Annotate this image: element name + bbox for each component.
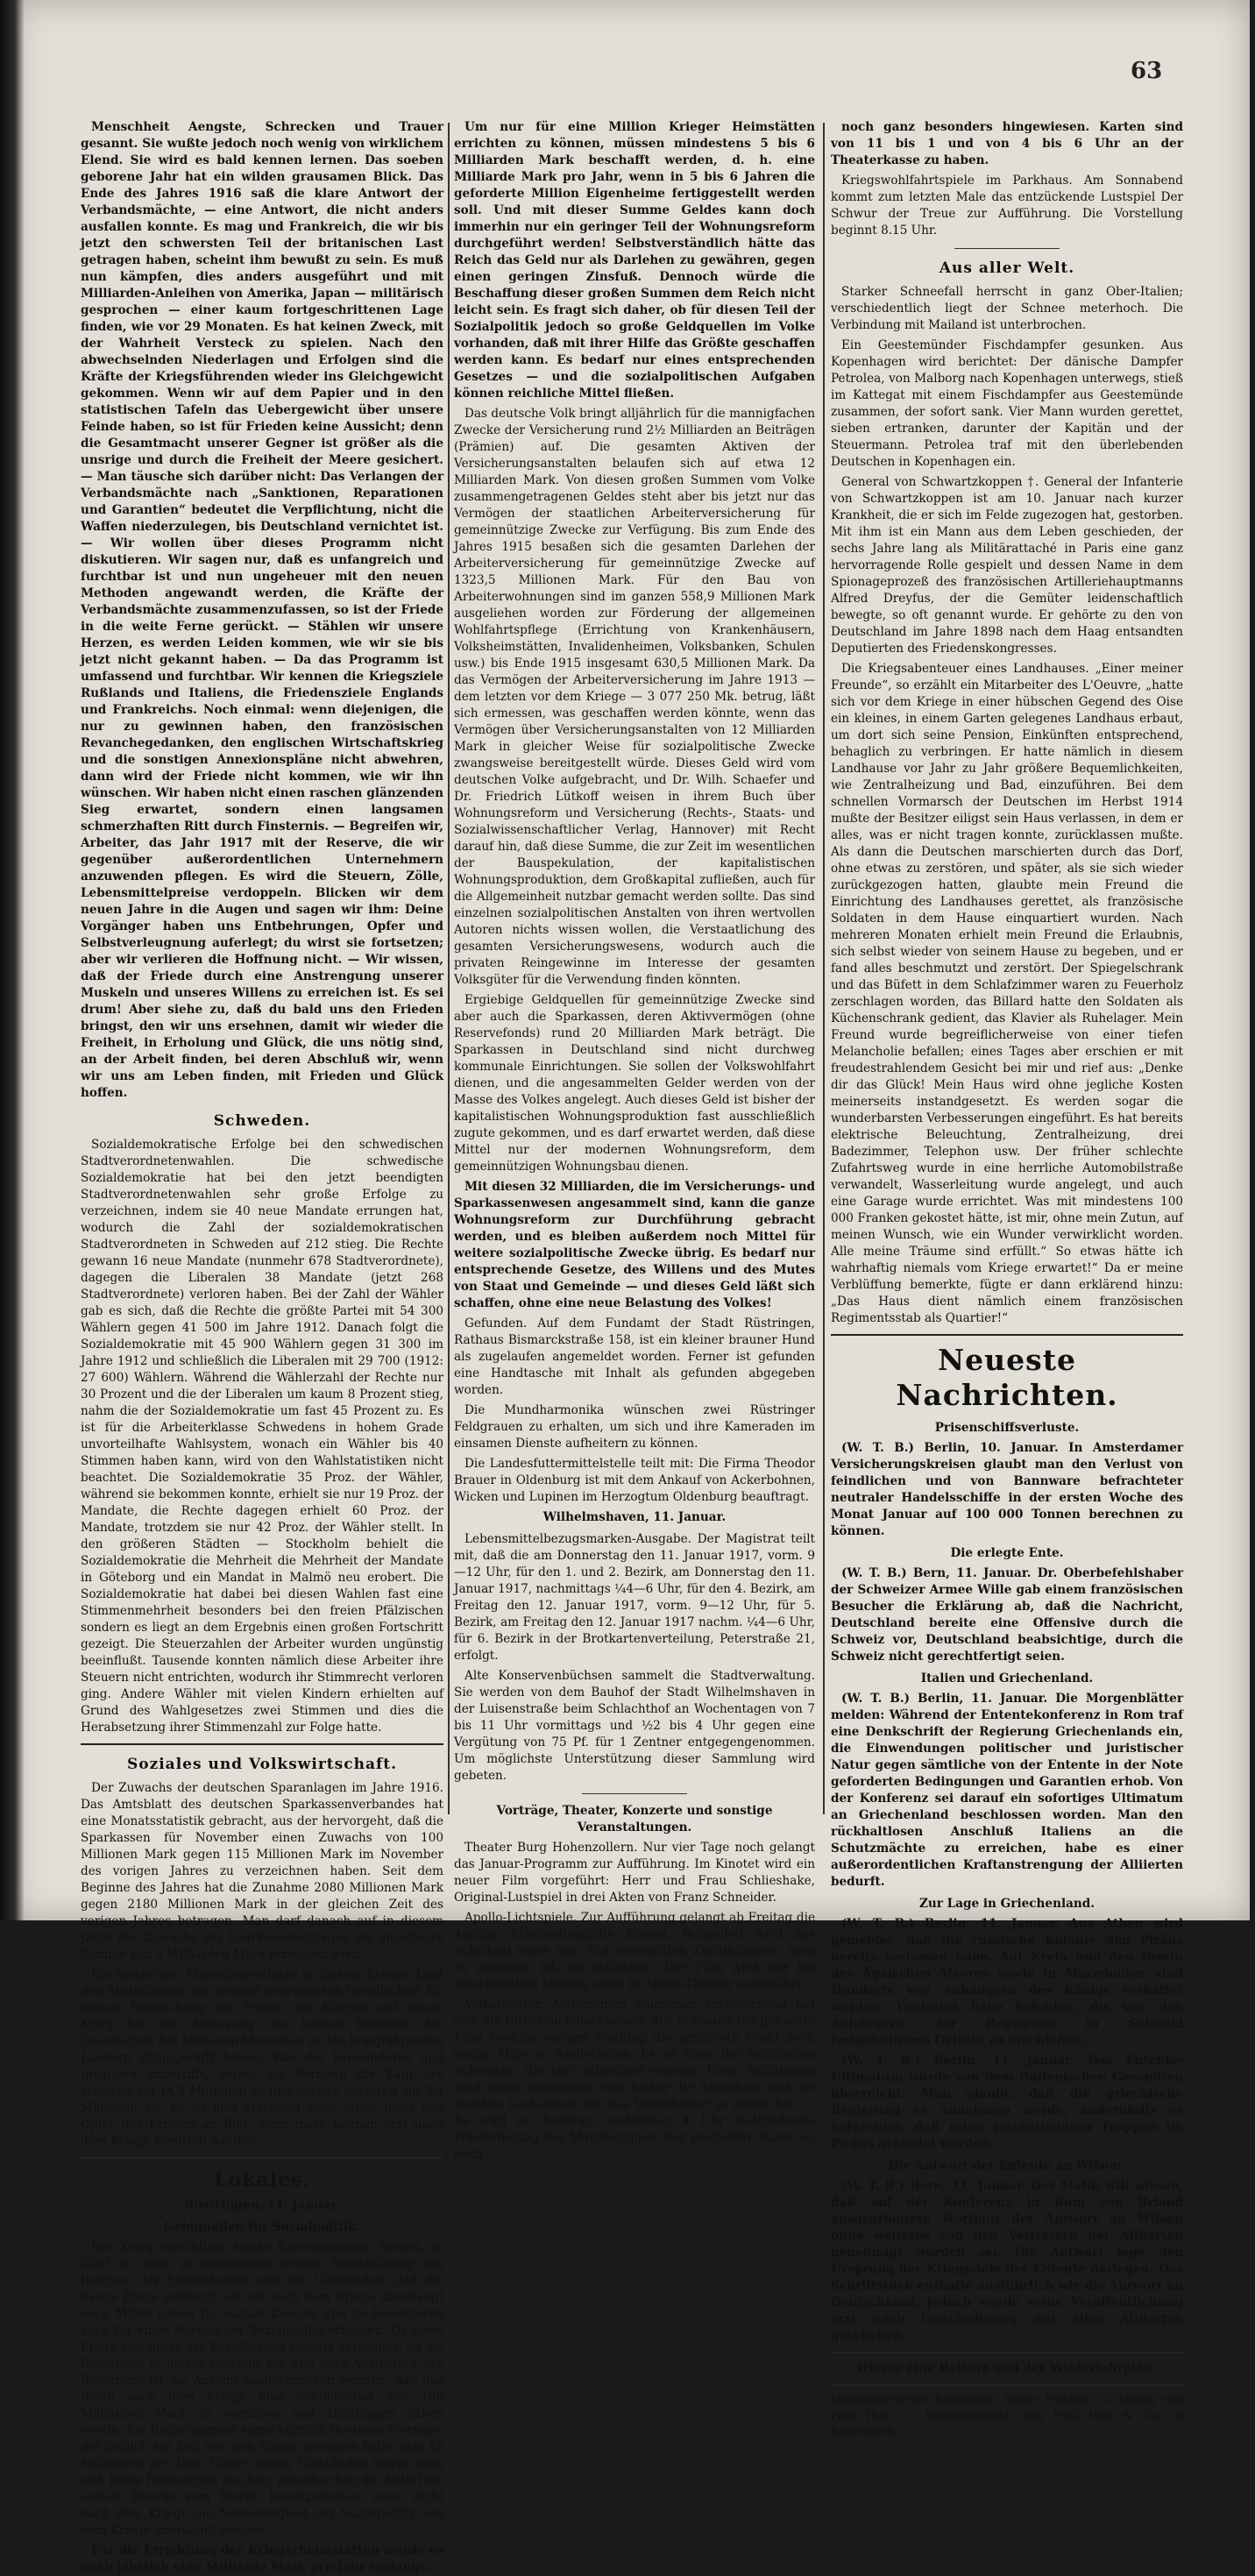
binding-shadow xyxy=(0,0,25,1920)
article-text: Sozialdemokratische Erfolge bei den schwedischen Stadtverordnetenwahlen. Die schwedische Sozialdemokratie hat bei den jetzt beendigten Stadtverordnetenwahlen sehr große Erfolge zu verzeichnen, indem sie 40 neue Mandate errungen hat, wodurch die Zahl der sozialdemokratischen Stadtverordneten in Schweden auf 212 stieg. Die Rechte gewann 16 neue Mandate (nunmehr 678 Stadtverordnete), dagegen die Liberalen 38 Mandate (jetzt 268 Stadtverordnete) verloren haben. Bei der Zahl der Wähler gab es sich, daß die Rechte die größte Partei mit 54 300 Wählern gegen 41 500 im Jahre 1912. Danach folgt die Sozialdemokratie mit 45 900 Wählern gegen 31 300 im Jahre 1912 und schließlich die Liberalen mit 29 700 (1912: 27 600) Wählern. Während die Wählerzahl der Rechte nur 30 Prozent und die der Liberalen um kaum 8 Prozent stieg, nahm die der Sozialdemokratie um fast 45 Prozent zu. Es ist für die Arbeiterklasse Schwedens in hohem Grade unvorteilhafte Wahlsystem, wonach ein Wähler bis 40 Stimmen haben kann, wird von den Wahlstatistiken nicht beachtet. Die Sozialdemokratie 35 Proz. der Wähler, während sie bekommen konnte, erhielt sie nur 19 Proz. der Mandate, die Rechte dagegen erhielt 60 Proz. der Mandate, trotzdem sie nur 42 Proz. der Wähler stellt. In den größeren Städten — Stockholm behielt die Sozialdemokratie die Mehrheit die Mehrheit der Mandate in Göteborg und ein Mandat in Malmö neu erobert. Die Sozialdemokratie hat dabei bei diesen Wahlen fast eine Stimmenmehrheit besonders bei den freien Pfälzischen sondern es liegt an dem Ergebnis einen großen Fortschritt gezeigt. Die Steuerzahlen der Arbeiter wurden ungünstig beeinflußt. Tausende konnten nämlich diese Arbeiter ihre Steuern nicht entrichten, wodurch ihr Stimmrecht verloren ging. Andere Wähler mit vielen Kindern erhielten auf Grund des Wahlgesetzes zwei Stimmen und dies die Herabsetzung ihrer Stimmenzahl zur Folge hatte. xyxy=(81,1138,443,1735)
article-text: (W. T. B.) Berlin, 10. Januar. In Amsterdamer Versicherungskreisen glaubt man den Verlust von feindlichen und von Bannware befrachteter neutraler Handelsschiffe in der ersten Woche des Monat Januar auf 100 000 Tonnen berechnen zu können. xyxy=(831,1441,1183,1538)
subheading: Geldquellen für Sozialpolitik. xyxy=(163,2220,361,2234)
article-text: Die Landesfuttermittelstelle teilt mit: Die Firma Theodor Brauer in Oldenburg ist mit dem Ankauf von Ackerbohnen, Wicken und Lupinen im Herzogtum Oldenburg beauftragt. xyxy=(454,1457,815,1504)
article-text: Apollo-Lichtspiele. Zur Aufführung gelangt ab Freitag die 4aktige Kriminaltragödie Kismet. Behandelt wird das Schicksal eines zum Tod verurteilten Zuchthäuslers, dem es gelungen ist, zu entfliehen. Der Film wird nur bis einschließlich Montag allein in Apollo-Theater aufgeführt. xyxy=(454,1911,815,1991)
article-text: Mit diesen 32 Milliarden, die im Versicherungs- und Sparkassenwesen angesammelt sind, kann die ganze Wohnungsreform zur Durchführung gebracht werden, und es bleiben außerdem noch Mittel für weitere sozialpolitische Zwecke übrig. Es bedarf nur entsprechende Gesetze, des Willens und des Mutes von Staat und Gemeinde — und dieses Geld läßt sich schaffen, ohne eine neue Belastung des Volkes! xyxy=(454,1180,815,1310)
subheading: Vorträge, Theater, Konzerte und sonstige Veranstaltungen. xyxy=(496,1804,773,1834)
article-text: Die Kriegsabenteuer eines Landhauses. „Einer meiner Freunde“, so erzählt ein Mitarbeiter des L'Oeuvre, „hatte sich vor dem Kriege in einer hübschen Gegend des Oise ein kleines, in einem Garten gelegenes Landhaus erbaut, um dort sich seine Pension, Einkünften entsprechend, behaglich zu verbringen. Er hatte nämlich in diesem Landhause vor Jahr zu Jahr größere Bequemlichkeiten, wie Zentralheizung und Bad, einzuführen. Bei dem schnellen Vormarsch der Deutschen im Herbst 1914 mußte der Besitzer eiligst sein Haus verlassen, in dem er alles, was er nicht tragen konnte, zurücklassen mußte. Als dann die Deutschen marschierten durch das Dorf, ohne etwas zu zerstören, und später, als sie sich wieder zurückgezogen hatten, glaubte mein Freund die Einrichtung des Landhauses gerettet, als französische Soldaten in dem Hause einquartiert wurden. Nach mehreren Monaten erhielt mein Freund die Erlaubnis, sich selbst wieder von seinem Hause zu begeben, und er fand alles beschmutzt und zerstört. Der Spiegelschrank und das Büfett in dem Schlafzimmer waren zu Feuerholz zerschlagen worden, das Billard hatte den Soldaten als Küchenschrank gedient, das Klavier als Ruhelager. Mein Freund wurde begreiflicherweise von einer tiefen Melancholie befallen; eines Tages aber erschien er mit freudestrahlendem Gesicht bei mir und rief aus: „Denke dir das Glück! Mein Haus wird ohne jegliche Kosten meinerseits instandgesetzt. Es werden sogar die wunderbarsten Verbesserungen eingeführt. Es hat bereits elektrische Beleuchtung, Zentralheizung, drei Badezimmer, Telephon usw. Der früher schlechte Zufahrtsweg wurde in eine herrliche Automobilstraße verwandelt, Wasserleitung wurde angelegt, und auch eine Garage wurde errichtet. Was mit mindestens 100 000 Franken gekostet hätte, ist mir, ohne mein Zutun, auf meinen Wunsch, wie ein Wunder verwirklicht worden. Alle meine Träume sind erfüllt.“ So etwas hätte ich wahrhaftig niemals vom Kriege erwartet!“ Da er meine Verblüffung bemerkte, fügte er dann erklärend hinzu: „Das Haus dient nämlich einem französischen Regimentsstab als Quartier!“ xyxy=(831,662,1183,1325)
article-text: (W. T. B.) Bern, 11. Januar. Dr. Oberbefehlshaber der Schweizer Armee Wille gab einem französischen Besucher die Erklärung ab, daß die Nachricht, Deutschland bereite eine Offensive durch die Schweiz vor, Deutschland beabsichtige, durch die Schweiz nicht gerechtfertigt seien. xyxy=(831,1566,1183,1664)
column-3 xyxy=(831,119,1183,2438)
divider xyxy=(81,1743,443,1745)
article-text: General von Schwartzkoppen †. General der Infanterie von Schwartzkoppen ist am 10. Januar nach kurzer Krankheit, die er sich im Felde zugezogen hat, gestorben. Mit ihm ist ein Mann aus dem Leben geschieden, der sechs Jahre lang als Militärattaché in Paris eine ganz hervorragende Rolle gespielt und dessen Name in dem Spionageprozeß des französischen Artilleriehauptmanns Alfred Dreyfus, der die Gemüter leidenschaftlich bewegte, so oft genannt wurde. Er gehörte zu den von Deutschland im Jahre 1898 nach dem Haag entsandten Deputierten des Friedenskongresses. xyxy=(831,475,1183,656)
article-text: Ergiebige Geldquellen für gemeinnützige Zwecke sind aber auch die Sparkassen, deren Aktivvermögen (ohne Reservefonds) rund 20 Milliarden Mark beträgt. Die Sparkassen in Deutschland sind nicht durchweg kommunale Einrichtungen. Sie sollen der Volkswohlfahrt dienen, und die angesammelten Gelder werden von der Masse des Volkes angelegt. Auch dieses Geld ist bisher der kapitalistischen Wohnungsproduktion fast ausschließlich zugute gekommen, und es darf erwartet werden, daß diese Mittel nur der modernen Wohnungsreform, dem gemeinnützigen Wohnungsbau dienen. xyxy=(454,993,815,1174)
article-text: Ein Geestemünder Fischdampfer gesunken. Aus Kopenhagen wird berichtet: Der dänische Dampfer Petrolea, von Malborg nach Kopenhagen unterwegs, stieß im Kattegat mit einem Fischdampfer aus Geestemünde zusammen, der sofort sank. Vier Mann wurden gerettet, sieben ertranken, darunter der Kapitän und der Steuermann. Petrolea traf mit den überlebenden Deutschen in Kopenhagen ein. xyxy=(831,338,1183,469)
section-heading-schweden: Schweden. xyxy=(213,1112,311,1130)
dateline: Wilhelmshaven, 11. Januar. xyxy=(542,1510,727,1524)
article-text: Für die Errichtung der Kriegerheimstätten würde es auch jährlich eine Milliarde Mark pro Jahr verlangt. xyxy=(81,2544,443,2574)
dateline: Rüstringen, 11. Januar. xyxy=(184,2198,340,2212)
article-text: Gefunden. Auf dem Fundamt der Stadt Rüstringen, Rathaus Bismarckstraße 158, ist ein kleiner brauner Hund als zugelaufen angemeldet worden. Ferner ist gefunden eine Handtasche mit Inhalt als gefunden abgegeben worden. xyxy=(454,1316,815,1397)
article-text: Um nur für eine Million Krieger Heimstätten errichten zu können, müssen mindestens 5 bis 6 Milliarden Mark beschafft werden, d. h. eine Milliarde Mark pro Jahr, wenn in 5 bis 6 Jahren die geforderte Million Eigenheime fertiggestellt werden soll. Und mit dieser Summe Geldes kann doch immerhin nur ein geringer Teil der Wohnungsreform durchgeführt werden! Selbstverständlich hätte das Reich das Geld nur als Darlehen zu gewähren, gegen einen geringen Zinsfuß. Dennoch würde die Beschaffung dieser großen Summen dem Reich nicht leicht sein. Es fragt sich daher, ob für diesen Teil der Sozialpolitik jedoch so große Geldquellen im Volke vorhanden, daß mit ihrer Hilfe das Größte geschaffen werden kann. Es bedarf nur eines entsprechenden Gesetzes — und die sozialpolitischen Aufgaben können reichliche Mittel fließen. xyxy=(454,120,815,401)
page-number: 63 xyxy=(1131,58,1163,84)
article-text: (W. T. B.) Berlin, 11. Januar. Aus Athen wird gemeldet, daß die russische Kolonie den Piräus bereits verlassen habe. Auf Kreta und den Inseln des Ägäischen Meeres sowie in Mazedonien sind Hunderte von Anhängern des Königs verhaftet worden. Venizelos habe befohlen, die von den Anhängern der Regierung in Saloniki festgehaltenen Geiseln zu erschießen. xyxy=(831,1917,1183,2047)
divider xyxy=(831,1334,1183,1336)
subheading: Die Antwort der Entente an Wilson. xyxy=(888,2159,1126,2173)
divider xyxy=(954,248,1060,249)
article-text: Volkstheater. Allgemeinen Wünschen entsprechend hat sich die Direktion entschlossen, den Schwank Die geborgte Frau (welche vorigen Sonntag die gemietete Frau) noch einige Male zu wiederholen. Es ist einer der leichtesten Schwänke, die hier aufgeführt wurden. Diese Aufführung wird sogar wiederholt, was bisher die Aufnahme und die meisten Lachsalven, die das Volkstheater je erlebt hat. — Es wird an Sonntag nachmittag 4 Uhr stattfindende Wiederholung des Märchenspiels Der gestiefelte Kater sei noch xyxy=(454,1998,815,2161)
section-heading-aus-aller-welt: Aus aller Welt. xyxy=(939,259,1075,277)
article-text: Theater Burg Hohenzollern. Nur vier Tage noch gelangt das Januar-Programm zur Aufführung. Im Kinotet wird ein neuer Film vorgeführt: Herr und Frau Schlieshake, Original-Lustspiel in drei Akten von Franz Schneider. xyxy=(454,1841,815,1905)
column-2 xyxy=(454,119,815,2161)
subheading: Die erlegte Ente. xyxy=(950,1546,1064,1560)
article-text: Starker Schneefall herrscht in ganz Ober-Italien; verschiedentlich liegt der Schnee meterhoch. Die Verbindung mit Mailand ist unterbrochen. xyxy=(831,285,1183,332)
article-text: Der Krieg verschlingt solche Riesensummen, Geldes, er führt zu einer so ungeheuren großen Verschuldung des Reiches, der Einzelstaaten und der Gemeinden, daß die bange Frage aufsteigt, ob wir nach dem Kriege überhaupt noch Mittel haben für soziale Zwecke und im besonderen auch für einen Ausbau der Sozialpolitik erlauben. Da diese Frage sich unter der Bevölkerung ständig verbreitet, ob die Regierung in dieser Hinsicht vor und nach Vertretern der Regierung ist die Ansicht ausgesprochen worden, daß das Reich nach dem Kriege eine Schuldenlast von 100 Milliarden Mark zu verzinsen und abzutragen haben werde. Ein Regierungsrat sagte kürzlich in einem Vortrage, der freilich zur Zeit vor dem Kriege betragen habe, also 12 Milliarden pro Jahr. Unter diesen Umständen werde man sich keine Hoffnungen machen, jedoch schon die Mittel für soziale Zwecke vom Reiche bereitzustellen, wenn nicht nach dem Kriege die Notwendigkeit der Sozialpolitik von dem Kriege anerkannt werden. xyxy=(81,2240,443,2537)
divider xyxy=(831,2384,1183,2386)
article-text: Das deutsche Volk bringt alljährlich für die mannigfachen Zwecke der Versicherung rund 2½ Milliarden an Beiträgen (Prämien) auf. Die gesamten Aktiven der Versicherungsanstalten belaufen sich auf etwa 12 Milliarden Mark. Von diesen großen Summen vom Volke zusammengetragenen Geldes steht aber bis jetzt nur das Vermögen der staatlichen Arbeiterversicherung für gemeinnützige Zwecke zur Verfügung. Bis zum Ende des Jahres 1915 besaßen sich die gesamten Darlehen der Arbeiterversicherung für gemeinnützige Zwecke auf 1323,5 Millionen Mark. Für den Bau von Arbeiterwohnungen sind im ganzen 558,9 Millionen Mark ausgeliehen worden zur Förderung der allgemeinen Wohlfahrtspflege (Errichtung von Krankenhäusern, Volksheimstätten, Invalidenheimen, Volksbanken, Schulen usw.) bis Ende 1915 insgesamt 630,5 Millionen Mark. Da das Vermögen der Arbeiterversicherung im Jahre 1913 — dem letzten vor dem Kriege — 3 077 250 Mk. betrug, läßt sich ermessen, was geschaffen werden könnte, wenn das Vermögen über Versicherungsanstalten von 12 Milliarden Mark in gleicher Weise für sozialpolitische Zwecke zwangsweise bereitgestellt würde. Dieses Geld wird vom deutschen Volke aufgebracht, und Dr. Wilh. Schaefer und Dr. Friedrich Lütkoff weisen in ihrem Buch über Wohnungsreform und Versicherung (Rechts-, Staats- und Sozialwissenschaftlicher Verlag, Hannover) mit Recht darauf hin, daß diese Summe, die zur Zeit im wesentlichen der Bauspekulation, der kapitalistischen Wohnungsproduktion, dem Großkapital zufließen, auch für die Allgemeinheit nutzbar gemacht werden sollte. Das sind einzelnen sozialpolitischen Anstalten von ihren wertvollen Autoren nichts wissen wollen, die Verstaatlichung des gesamten Versicherungswesens, wodurch auch die privaten Reingewinne im Interesse der gesamten Volksgüter für die Verwendung finden könnten. xyxy=(454,407,815,987)
article-text: noch ganz besonders hingewiesen. Karten sind von 11 bis 1 und von 4 bis 6 Uhr an der Theaterkasse zu haben. xyxy=(831,120,1183,167)
column-1 xyxy=(81,119,443,2574)
article-text: Der Zuwachs der deutschen Sparanlagen im Jahre 1916. Das Amtsblatt des deutschen Sparkassenverbandes hat eine Monatsstatistik gebracht, aus der hervorgeht, daß die Sparkassen für November einen Zuwachs von 100 Millionen Mark gegen 115 Millionen Mark im November des vorigen Jahres zu verzeichnen haben. Seit dem Beginne des Jahres hat die Zunahme 2080 Millionen Mark gegen 2180 Millionen Mark in der gleichen Zeit des vorigen Jahres betragen. Man darf danach auf in diesem Jahre der Zuwachs der Sparkasseneinlagen die ungeheure Summe von 3 Milliarden Mark erreichen wird. xyxy=(81,1781,443,1962)
article-text: (W. T. B.) Bern, 11. Januar. Der Matin will wissen, daß auf der Konferenz in Rom von Briand ausgearbeitete Wortlaut der Antwort an Wilson ohne weiteres von den Vertretern der Alliierten genehmigt worden sei. Die Antwort lege den Ursprung der Kriegsziele der Entente darlegen. Das Schriftstück enthalte ausführlich wie die Antwort an Deutschland, jedoch werde seine Veröffentlichung erst nach Verständigung mit allen Alliierten geschehen. xyxy=(831,2179,1183,2343)
section-heading-soziales: Soziales und Volkswirtschaft. xyxy=(126,1756,398,1773)
divider xyxy=(81,2157,443,2159)
column-divider-2 xyxy=(823,123,825,1814)
subheading: Italien und Griechenland. xyxy=(920,1671,1094,1685)
divider xyxy=(831,2352,1183,2353)
column-divider-1 xyxy=(448,123,450,1814)
article-text: Alte Konservenbüchsen sammelt die Stadtverwaltung. Sie werden von dem Bauhof der Stadt Wilhelmshaven in der Luisenstraße beim Schlachthof an Wochentagen von 7 bis 11 Uhr vormittags und ½2 bis 4 Uhr gegen eine Vergütung von 75 Pf. für 1 Zentner entgegengenommen. Um möglichste Unterstützung dieser Sammlung wird gebeten. xyxy=(454,1669,815,1783)
article-text: (W. T. B.) Berlin, 11. Januar. Die Morgenblätter melden: Während der Ententekonferenz in Rom traf eine Denkschrift der Regierung Griechenlands ein, die Einwendungen politischer und juristischer Natur gegen sämtliche von der Entente in der Note geforderten Bedingungen und Garantien erhob. Von der Konferenz sei darauf ein sofortiges Ultimatum an Griechenland beschlossen worden. Man den rückhaltlosen Anschluß Italiens an die Schutzmächte zu erreichen, habe es einer außerordentlichen Kraftanstrengung der Alliierten bedurft. xyxy=(831,1692,1183,1889)
article-text: Menschheit Aengste, Schrecken und Trauer gesannt. Sie wußte jedoch noch wenig von wirklichem Elend. Sie wird es bald kennen lernen. Das soeben geborene Jahr hat ein wilden grausamen Blick. Das Ende des Jahres 1916 saß die klare Antwort der Verbandsmächte, — eine Antwort, die nicht anders ausfallen konnte. Es mag und Frankreich, die wir bis jetzt den schwersten Teil der britanischen Last getragen haben, scheint ihm bewußt zu sein. Es muß nun kämpfen, dies anders ausgeführt und mit Milliarden-Anleihen von Amerika, Japan — militärisch gesprochen — einer kaum fortgeschrittenen Lage finden, wie vor 29 Monaten. Es hat keinen Zweck, mit der Wahrheit Versteck zu spielen. Nach den abwechselnden Niederlagen und Erfolgen sind die Kräfte der Kriegsführenden wieder ins Gleichgewicht gekommen. Wenn wir auf dem Papier und in den statistischen Tafeln das Uebergewicht über unsere Feinde haben, so ist für Frieden keine Aussicht; denn die Gesamtmacht unserer Gegner ist größer als die unsrige und durch die Freiheit der Meere gesichert. — Man täusche sich darüber nicht: Das Verlangen der Verbandsmächte nach „Sanktionen, Reparationen und Garantien“ bedeutet die Verpflichtung, nicht die Waffen niederzulegen, bis Deutschland vernichtet ist. — Wir wollen über dieses Programm nicht diskutieren. Wir sagen nur, daß es unfangreich und furchtbar ist und nun ungeheuer mit den neuen Methoden angewandt werden, die Kräfte der Verbandsmächte zusammenzufassen, so ist der Friede in die weite Ferne gerückt. — Stählen wir unsere Herzen, es werden Leiden kommen, wie wir sie bis jetzt nicht gekannt haben. — Da das Programm ist umfassend und furchtbar. Wir kennen die Kriegsziele Rußlands und Italiens, die Friedensziele Englands und Frankreichs. Noch einmal: wenn diejenigen, die nur zu gewinnen haben, den französischen Revanchegedanken, den englischen Wirtschaftskrieg und die sonstigen Annexionspläne nicht abwehren, dann wird der Friede nicht kommen, wie wir ihn wünschen. Wir haben nicht einen raschen glänzenden Sieg erwartet, sondern einen langsamen schmerzhaften Ritt durch Finsternis. — Begreifen wir, Arbeiter, das Jahr 1917 mit der Reserve, die wir gegenüber außerordentlichen Unternehmern anzuwenden pflegen. Es wird die Steuern, Zölle, Lebensmittelpreise verdoppeln. Blicken wir dem neuen Jahre in die Augen und sagen wir ihm: Deine Vorgänger haben uns Entbehrungen, Opfer und Selbstverleugnung auferlegt; du wirst sie fortsetzen; aber wir verlieren die Hoffnung nicht. — Wir wissen, daß der Friede durch eine Anstrengung unserer Muskeln und unseres Willens zu erreichen ist. Es sei drum! Aber siehe zu, daß du bald uns den Frieden bringst, den wir uns ersehnen, damit wir wieder die Freiheit, in Erholung und Glück, die uns nötig sind, an der Arbeit finden, bei deren Abschluß wir, wenn wir uns am Leben finden, mit Frieden und Glück hoffen. xyxy=(81,120,443,1100)
supplement-notice: Hierzu eine Beilage und der Winterfahrplan. xyxy=(857,2361,1157,2375)
subheading: Zur Lage in Griechenland. xyxy=(918,1897,1095,1911)
subheading: Prisenschiffsverluste. xyxy=(934,1421,1080,1435)
divider xyxy=(582,1793,687,1794)
article-text: (W. T. B.) Berlin, 11. Januar. Das Entente-Ultimatum wurde von dem italienischen Gesandten überreicht. Man glaubt, daß die griechische Regierung es annehmen werde, andernfalls es befürchtet, daß reine revolutionären Truppen im Piräus gelandet werden. xyxy=(831,2054,1183,2151)
article-text: Die Mundharmonika wünschen zwei Rüstringer Feldgrauen zu erhalten, um sich und ihre Kameraden im einsamen Dienste aufheitern zu können. xyxy=(454,1403,815,1451)
article-text: Kriegswohlfahrtspiele im Parkhaus. Am Sonnabend kommt zum letzten Male das entzückende Lustspiel Der Schwur der Treue zur Aufführung. Die Vorstellung beginnt 8.15 Uhr. xyxy=(831,174,1183,238)
section-heading-neueste-nachrichten: Neueste Nachrichten. xyxy=(896,1343,1118,1412)
article-text: Die bisherigen Menschenverluste in diesem Kriege. Laut den Mitteilungen der neutral gegründeten Gesellschaft für soziale Erforschung der Folgen des Krieges soll dieser Krieg bis zur Ablassung des letzten Bulletins der Gesellschaft 4,6 Millionen Menschen in den kriegführenden Ländern dahingerafft haben. Was die Verwundeten und Invaliden anbetrifft, geben die Berichte die Zahl der ersteren auf 14,2 Millionen an und die der letzteren auf 3,4 Millionen an. Es ist also erschöpft noch lange nicht alle Opfer des Krieges an Blut, denn diese können erst nach dem Kriege ermittelt werden. xyxy=(81,1968,443,2148)
imprint: Verantwortlicher Redakteur: Oskar Hünlich. — Verlag von Paul Hug. — Rotationsdruck von Paul Hug & Co. in Rüstringen. xyxy=(831,2394,1183,2438)
article-text: Lebensmittelbezugsmarken-Ausgabe. Der Magistrat teilt mit, daß die am Donnerstag den 11. Januar 1917, vorm. 9—12 Uhr, für den 1. und 2. Bezirk, am Donnerstag den 11. Januar 1917, nachmittags ¼4—6 Uhr, für den 4. Bezirk, am Freitag den 12. Januar 1917, vorm. 9—12 Uhr, für 5. Bezirk, am Freitag den 12. Januar 1917 nachm. ¼4—6 Uhr, für 6. Bezirk in der Brotkartenverteilung, Peterstraße 21, erfolgt. xyxy=(454,1532,815,1663)
section-heading-lokales: Lokales. xyxy=(213,2168,311,2191)
